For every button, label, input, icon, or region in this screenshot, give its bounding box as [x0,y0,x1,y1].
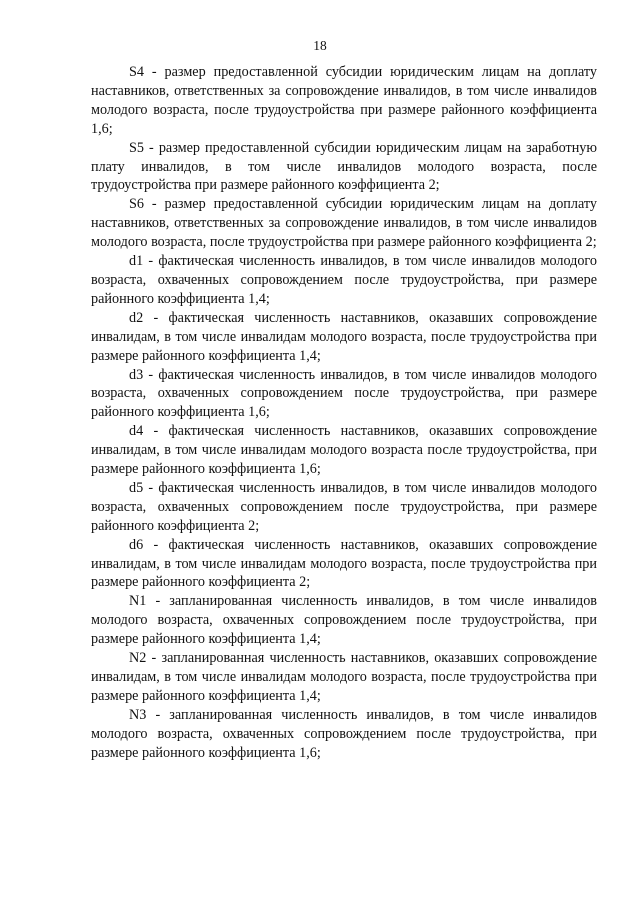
paragraph-s6: S6 - размер предоставленной субсидии юридическим лицам на доплату наставников, ответственных за сопровождение инвалидов, в том числе инвалидов молодого возраста, после трудоустройства при размере районного коэффициента 2; [91,196,597,251]
paragraph-d1: d1 - фактическая численность инвалидов, в том числе инвалидов молодого возраста, охваченных сопровождением после трудоустройства, при размере районного коэффициента 1,4; [91,253,597,307]
paragraph-n1: N1 - запланированная численность инвалидов, в том числе инвалидов молодого возраста, охваченных сопровождением после трудоустройства, при размере районного коэффициента 1,4; [91,593,597,648]
paragraph-s5: S5 - размер предоставленной субсидии юридическим лицам на заработную плату инвалидов, в том числе инвалидов молодого возраста, после трудоустройства при размере районного коэффициента 2; [91,139,597,194]
paragraph-n2: N2 - запланированная численность наставников, оказавших сопровождение инвалидам, в том числе инвалидам молодого возраста, после трудоустройства при размере районного коэффициента 1,4; [91,650,597,704]
document-body [91,63,597,763]
page-number: 18 [313,38,327,53]
paragraph-d6: d6 - фактическая численность наставников, оказавших сопровождение инвалидам, в том числе инвалидам молодого возраста, после трудоустройства при размере районного коэффициента 2; [91,536,597,591]
paragraph-d3: d3 - фактическая численность инвалидов, в том числе инвалидов молодого возраста, охваченных сопровождением после трудоустройства, при размере районного коэффициента 1,6; [91,366,597,421]
paragraph-d5: d5 - фактическая численность инвалидов, в том числе инвалидов молодого возраста, охваченных сопровождением после трудоустройства, при размере районного коэффициента 2; [91,479,597,534]
paragraph-d4: d4 - фактическая численность наставников, оказавших сопровождение инвалидам, в том числе инвалидам молодого возраста после трудоустройства, при размере районного коэффициента 1,6; [91,423,597,478]
paragraph-n3: N3 - запланированная численность инвалидов, в том числе инвалидов молодого возраста, охваченных сопровождением после трудоустройства, при размере районного коэффициента 1,6; [91,706,597,761]
paragraph-s4: S4 - размер предоставленной субсидии юридическим лицам на доплату наставников, ответственных за сопровождение инвалидов, в том числе инвалидов молодого возраста, после трудоустройства при размере районного коэффициента 1,6; [91,64,597,137]
paragraph-d2: d2 - фактическая численность наставников, оказавших сопровождение инвалидам, в том числе инвалидам молодого возраста, после трудоустройства при размере районного коэффициента 1,4; [91,309,597,364]
